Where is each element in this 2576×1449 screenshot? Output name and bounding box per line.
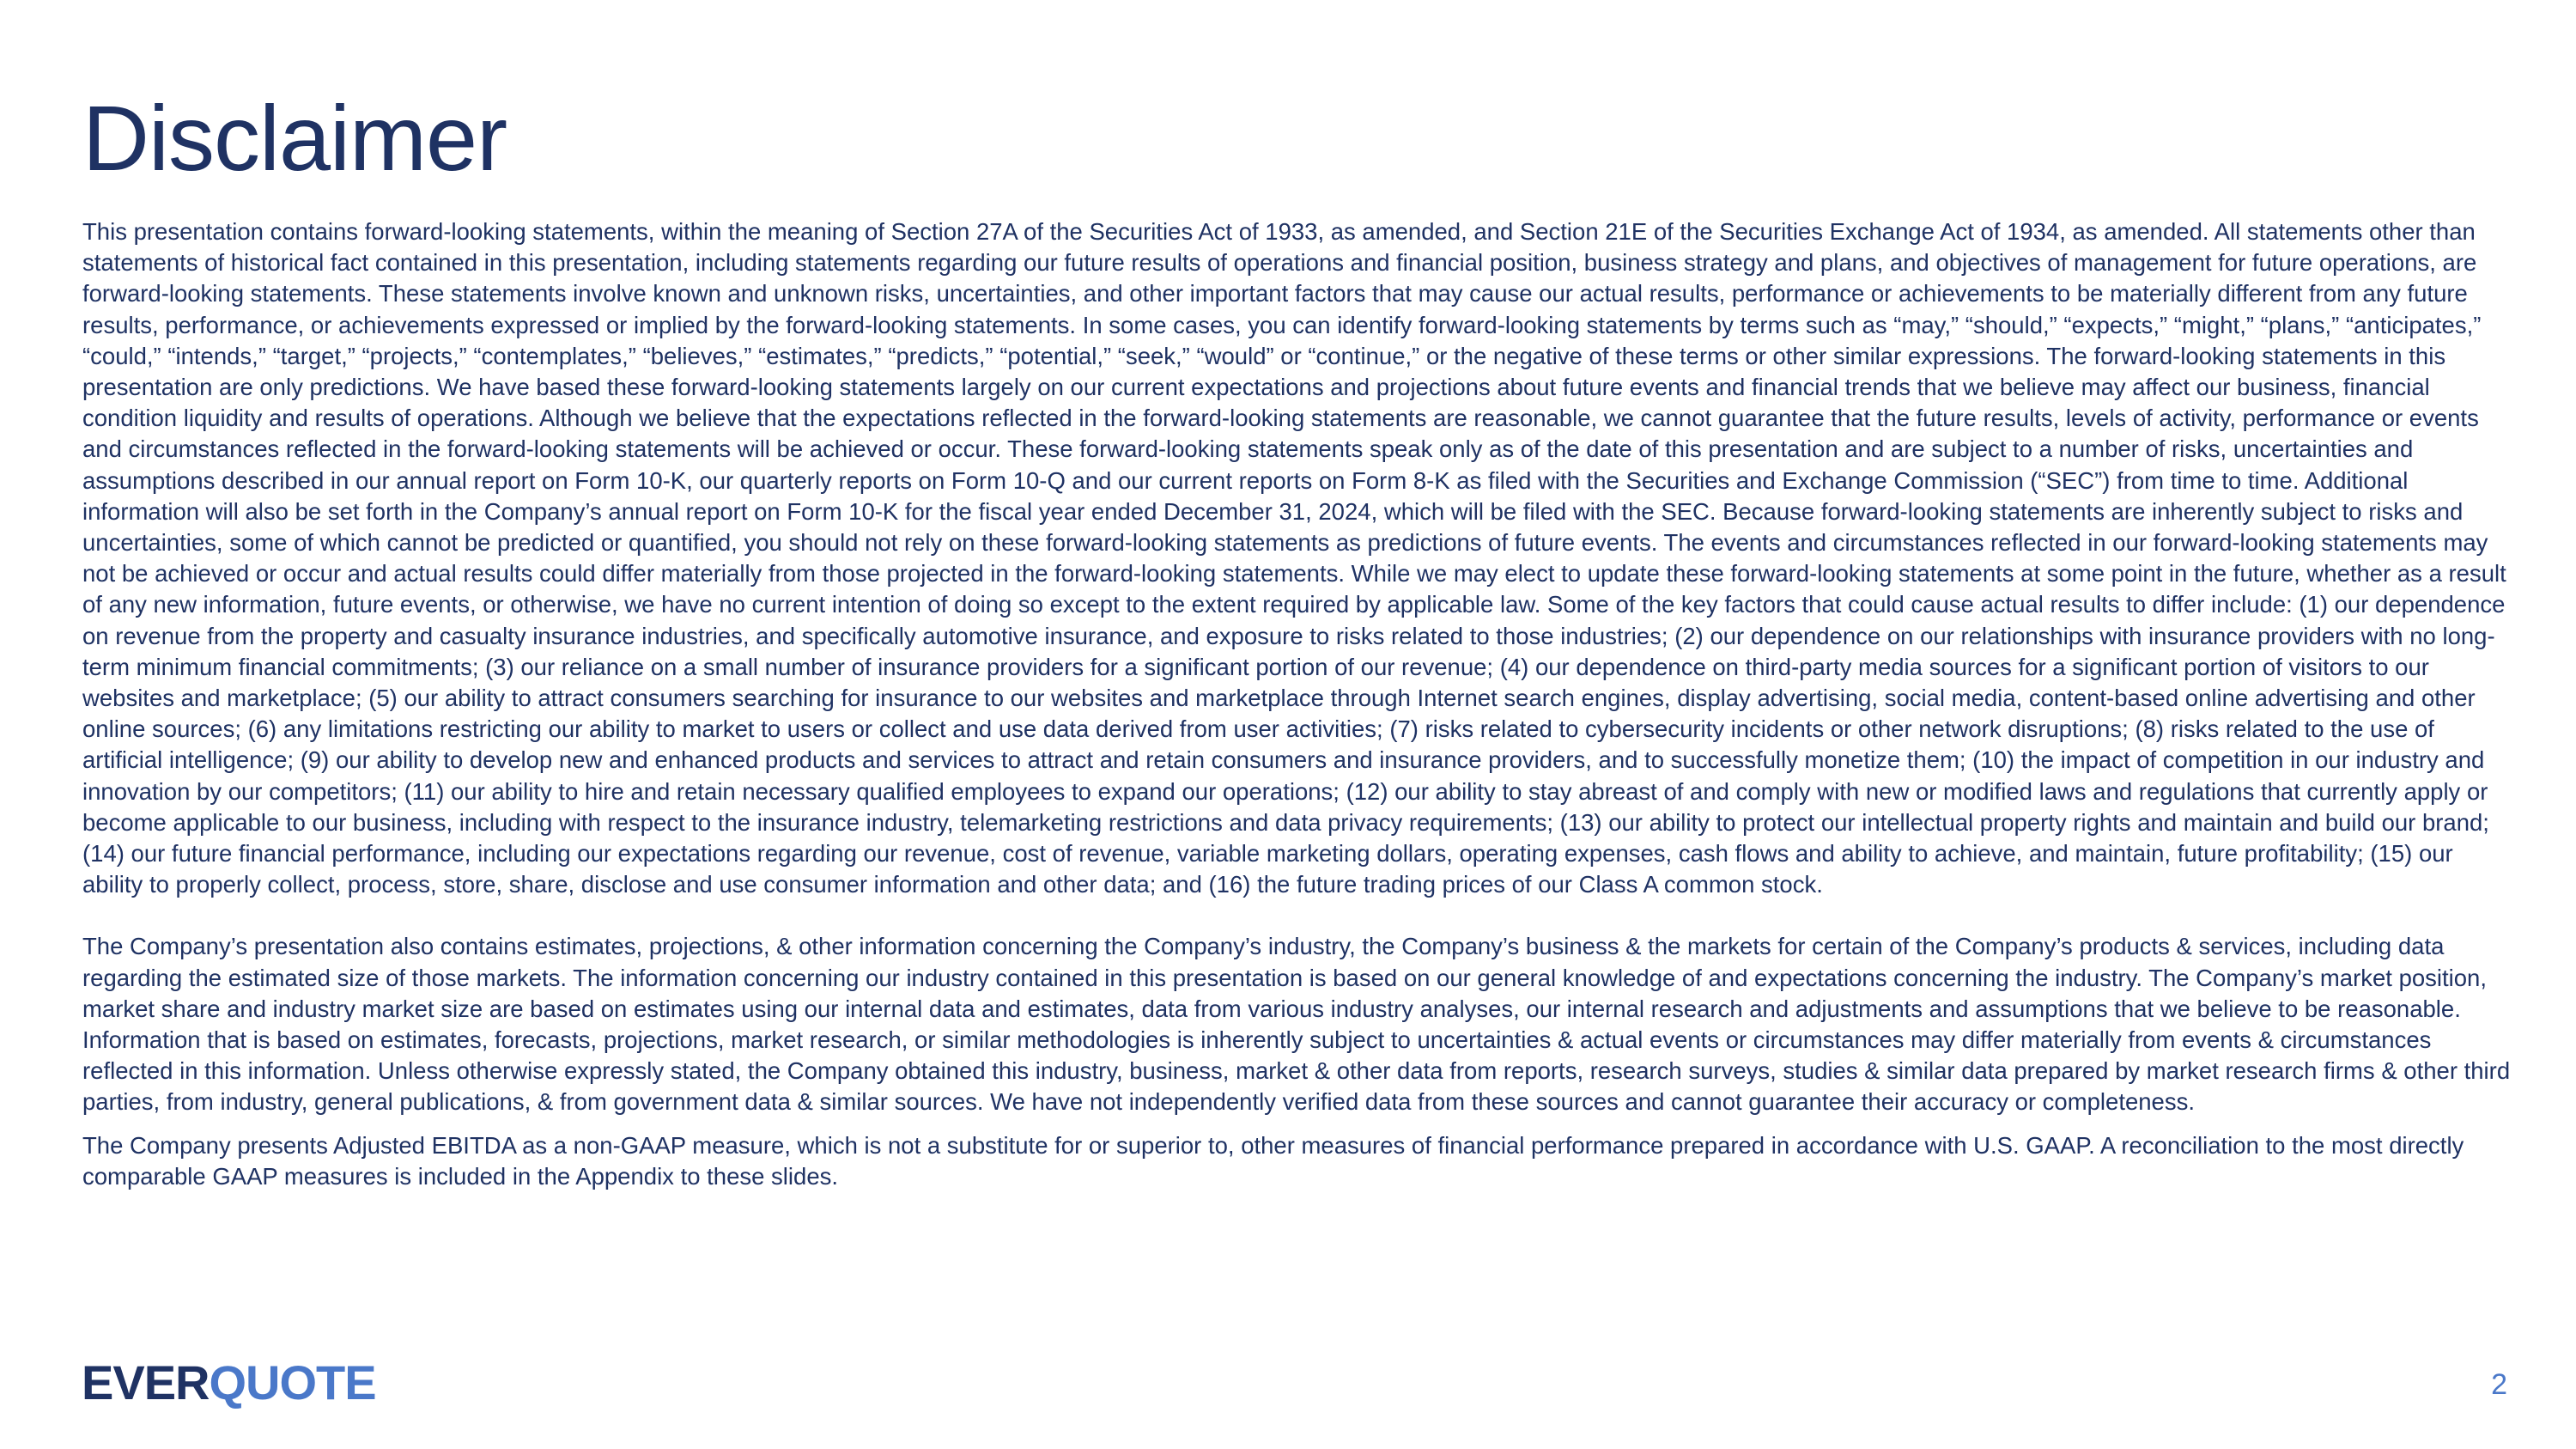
industry-data-paragraph: The Company’s presentation also contains estimates, projections, & other information concerning the Company’s industry, the Company’s business & the markets for certain of the Company’s products & services, including data regarding the estimated size of those markets. The information concerning our industry contained in this presentation is based on our general knowledge of and expectations concerning the industry. The Company’s market position, market share and industry market size are based on estimates using our internal data and estimates, data from various industry analyses, our internal research and adjustments and assumptions that we believe to be reasonable. Information that is based on estimates, forecasts, projections, market research, or similar methodologies is inherently subject to uncertainties & actual events or circumstances may differ materially from events & circumstances reflected in this information. Unless otherwise expressly stated, the Company obtained this industry, business, market & other data from reports, research surveys, studies & similar data prepared by market research firms & other third parties, from industry, general publications, & from government data & similar sources. We have not independently verified data from these sources and cannot guarantee their accuracy or completeness. — [82, 933, 2511, 1116]
logo-text-quote: QUOTE — [209, 1355, 376, 1409]
disclaimer-body — [82, 216, 2512, 1192]
non-gaap-paragraph: The Company presents Adjusted EBITDA as a non-GAAP measure, which is not a substitute for or superior to, other measures of financial performance prepared in accordance with U.S. GAAP. A reconciliation to the most directly comparable GAAP measures is included in the Appendix to these slides. — [82, 1131, 2464, 1190]
forward-looking-statements-paragraph: This presentation contains forward-looking statements, within the meaning of Section 27A of the Securities Act of 1933, as amended, and Section 21E of the Securities Exchange Act of 1934, as amended. All statements other than statements of historical fact contained in this presentation, including statements regarding our future results of operations and financial position, business strategy and plans, and objectives of management for future operations, are forward-looking statements. These statements involve known and unknown risks, uncertainties, and other important factors that may cause our actual results, performance or achievements to be materially different from any future results, performance, or achievements expressed or implied by the forward-looking statements. In some cases, you can identify forward-looking statements by terms such as “may,” “should,” “expects,” “might,” “plans,” “anticipates,” “could,” “intends,” “target,” “projects,” “contemplates,” “believes,” “estimates,” “predicts,” “potential,” “seek,” “would” or “continue,” or the negative of these terms or other similar expressions. The forward-looking statements in this presentation are only predictions. We have based these forward-looking statements largely on our current expectations and projections about future events and financial trends that we believe may affect our business, financial condition liquidity and results of operations. Although we believe that the expectations reflected in the forward-looking statements are reasonable, we cannot guarantee that the future results, levels of activity, performance or events and circumstances reflected in the forward-looking statements will be achieved or occur. These forward-looking statements speak only as of the date of this presentation and are subject to a number of risks, uncertainties and assumptions described in our annual report on Form 10-K, our quarterly reports on Form 10-Q and our current reports on Form 8-K as filed with the Securities and Exchange Commission (“SEC”) from time to time. Additional information will also be set forth in the Company’s annual report on Form 10-K for the fiscal year ended December 31, 2024, which will be filed with the SEC. Because forward-looking statements are inherently subject to risks and uncertainties, some of which cannot be predicted or quantified, you should not rely on these forward-looking statements as predictions of future events. The events and circumstances reflected in our forward-looking statements may not be achieved or occur and actual results could differ materially from those projected in the forward-looking statements. While we may elect to update these forward-looking statements at some point in the future, whether as a result of any new information, future events, or otherwise, we have no current intention of doing so except to the extent required by applicable law. Some of the key factors that could cause actual results to differ include: (1) our dependence on revenue from the property and casualty insurance industries, and specifically automotive insurance, and exposure to risks related to those industries; (2) our dependence on our relationships with insurance providers with no long-term minimum financial commitments; (3) our reliance on a small number of insurance providers for a significant portion of our revenue; (4) our dependence on third-party media sources for a significant portion of visitors to our websites and marketplace; (5) our ability to attract consumers searching for insurance to our websites and marketplace through Internet search engines, display advertising, social media, content-based online advertising and other online sources; (6) any limitations restricting our ability to market to users or collect and use data derived from user activities; (7) risks related to cybersecurity incidents or other network disruptions; (8) risks related to the use of artificial intelligence; (9) our ability to develop new and enhanced products and services to attract and retain consumers and insurance providers, and to successfully monetize them; (10) the impact of competition in our industry and innovation by our competitors; (11) our ability to hire and retain necessary qualified employees to expand our operations; (12) our ability to stay abreast of and comply with new or modified laws and regulations that currently apply or become applicable to our business, including with respect to the insurance industry, telemarketing restrictions and data privacy requirements; (13) our ability to protect our intellectual property rights and maintain and build our brand; (14) our future financial performance, including our expectations regarding our revenue, cost of revenue, variable marketing dollars, operating expenses, cash flows and ability to achieve, and maintain, future profitability; (15) our ability to properly collect, process, store, share, disclose and use consumer information and other data; and (16) the future trading prices of our Class A common stock. — [82, 218, 2506, 898]
everquote-logo — [82, 1357, 376, 1409]
logo-text-ever: EVER — [82, 1355, 210, 1409]
page-number: 2 — [2491, 1368, 2507, 1401]
slide-title: Disclaimer — [82, 86, 507, 190]
